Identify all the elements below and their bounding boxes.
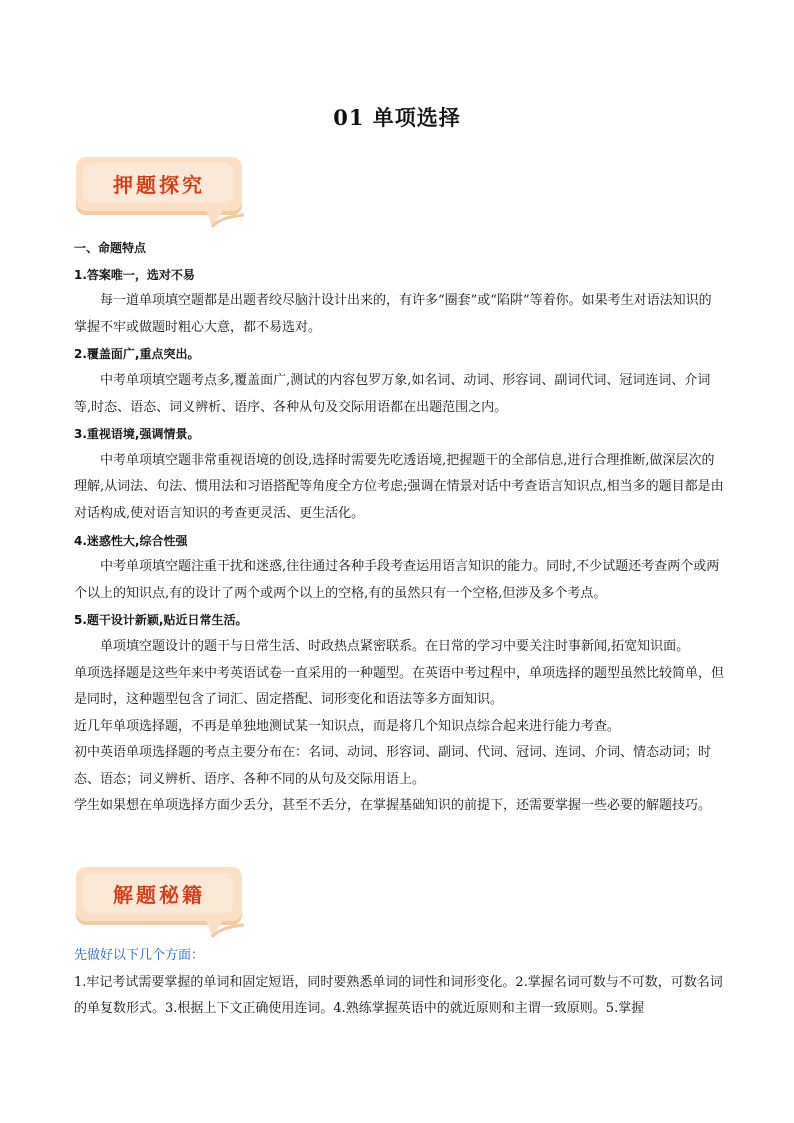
tips-body: 1.牢记考试需要掌握的单词和固定短语，同时要熟悉单词的词性和词形变化。2.掌握名词可数与不可数，可数名词的单复数形式。3.根据上下文正确使用连词。4.熟练掌握英语中的就近原则和主谓一致原则。5.掌握 — [74, 974, 723, 1017]
paragraph: 单项选择题是这些年来中考英语试卷一直采用的一种题型。在英语中考过程中，单项选择的题型虽然比较简单，但是同时，这种题型包含了词汇、固定搭配、词形变化和语法等多方面知识。 — [74, 665, 725, 708]
item-body: 单项填空题设计的题干与日常生活、时政热点紧密联系。在日常的学习中要关注时事新闻,拓宽知识面。 — [100, 638, 690, 654]
banner-tail-icon — [206, 207, 246, 229]
page-title: 01 单项选择 — [333, 105, 461, 130]
item-title: 3.重视语境,强调情景。 — [74, 427, 200, 442]
paragraph: 初中英语单项选择题的考点主要分布在：名词、动词、形容词、副词、代词、冠词、连词、介词、情态动词；时态、语态；词义辨析、语序、各种不同的从句及交际用语上。 — [74, 745, 712, 787]
item-body: 每一道单项填空题都是出题者绞尽脑汁设计出来的，有许多“圈套”或“陷阱”等着你。如果考生对语法知识的掌握不牢或做题时粗心大意，都不易选对。 — [74, 293, 712, 335]
item-body: 中考单项填空题非常重视语境的创设,选择时需要先吃透语境,把握题干的全部信息,进行合理推断,做深层次的理解,从词法、句法、惯用法和习语搭配等角度全方位考虑;强调在情景对话中考查语言知识点,相当多的题目都是由对话构成,使对语言知识的考查更灵活、更生活化。 — [74, 452, 724, 521]
item-body: 中考单项填空题考点多,覆盖面广,测试的内容包罗万象,如名词、动词、形容词、副词代词、冠词连词、介词等,时态、语态、词义辨析、语序、各种从句及交际用语都在出题范围之内。 — [74, 372, 711, 415]
banner-explore-label: 押题探究 — [113, 173, 205, 197]
tips-intro: 先做好以下几个方面： — [74, 948, 205, 963]
banner-explore — [76, 157, 246, 227]
item-title: 1.答案唯一，选对不易 — [74, 267, 195, 282]
section-features — [74, 235, 724, 820]
item-body: 中考单项填空题注重干扰和迷惑,往往通过各种手段考查运用语言知识的能力。同时,不少试题还考查两个或两个以上的知识点,有的设计了两个或两个以上的空格,有的虽然只有一个空格,但涉及多个考点。 — [74, 559, 720, 601]
item-title: 5.题干设计新颖,贴近日常生活。 — [74, 613, 248, 628]
banner-tail-icon — [206, 917, 246, 939]
paragraph: 近几年单项选择题，不再是单独地测试某一知识点，而是将几个知识点综合起来进行能力考查。 — [74, 718, 621, 734]
section-tips — [74, 943, 724, 1023]
item-title: 4.迷惑性大,综合性强 — [74, 533, 188, 548]
section-heading: 一、命题特点 — [74, 241, 147, 255]
item-title: 2.覆盖面广,重点突出。 — [74, 347, 200, 362]
paragraph: 学生如果想在单项选择方面少丢分，甚至不丢分，在掌握基础知识的前提下，还需要掌握一些必要的解题技巧。 — [74, 798, 712, 814]
banner-secrets — [76, 867, 246, 937]
banner-secrets-label: 解题秘籍 — [113, 883, 205, 907]
